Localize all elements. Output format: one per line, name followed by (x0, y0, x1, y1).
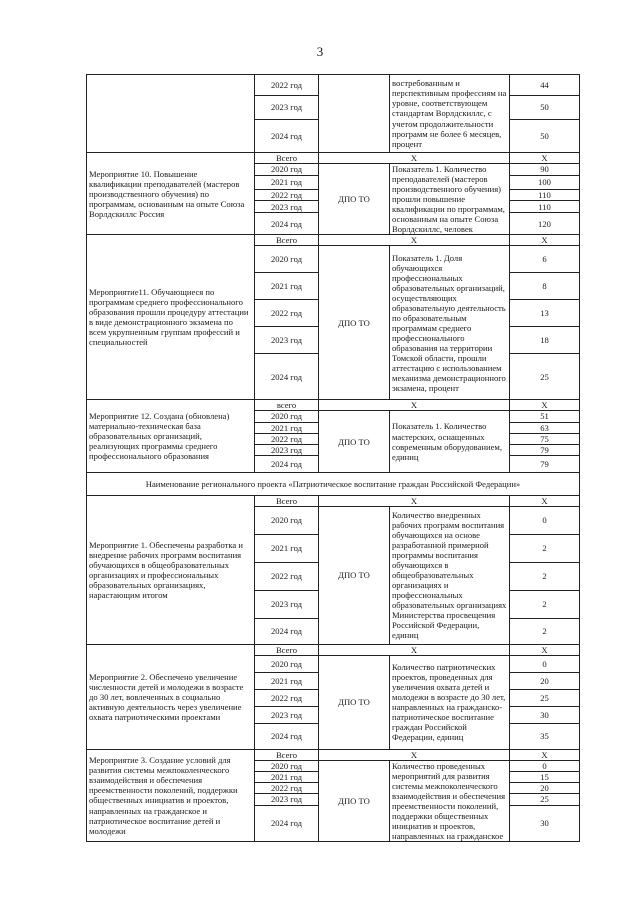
value-cell: 0 (510, 760, 580, 771)
year-cell: 2022 год (255, 75, 319, 96)
year-cell: 2020 год (255, 506, 319, 534)
year-cell: 2023 год (255, 327, 319, 354)
year-cell: 2022 год (255, 189, 319, 201)
source-cell: ДПО ТО (319, 760, 390, 841)
value-cell: 25 (510, 354, 580, 400)
value-cell: 50 (510, 96, 580, 120)
year-cell: 2022 год (255, 689, 319, 706)
value-cell: 13 (510, 300, 580, 327)
table-row (87, 75, 580, 96)
value-cell: 2 (510, 618, 580, 644)
table-row (87, 749, 580, 760)
year-cell: 2023 год (255, 590, 319, 618)
indicator-cell: Количество проведенных мероприятий для развития системы межпоколенческого взаимодействия и обеспечения преемственности поколений, поддержки общественных инициатив и проектов, направленных на гражданское (390, 760, 510, 841)
year-cell: 2022 год (255, 300, 319, 327)
value-cell: 75 (510, 433, 580, 444)
source-cell: ДПО ТО (319, 246, 390, 400)
value-cell: 20 (510, 783, 580, 794)
year-cell: 2024 год (255, 354, 319, 400)
value-cell: 50 (510, 120, 580, 153)
event-group-2 (87, 495, 580, 842)
year-cell: 2024 год (255, 723, 319, 749)
value-cell: 100 (510, 175, 580, 189)
event-cell: Мероприятие 2. Обеспечено увеличение численности детей и молодежи в возрасте до 30 лет, вовлеченных в социально активную деятельность через увеличение охвата патриотическими проектами (87, 644, 255, 749)
value-cell: 20 (510, 672, 580, 689)
year-cell: 2023 год (255, 444, 319, 455)
year-cell: 2021 год (255, 672, 319, 689)
year-cell: 2023 год (255, 794, 319, 805)
indicator-x-cell: Х (319, 153, 510, 164)
year-cell: 2021 год (255, 422, 319, 433)
year-cell: 2021 год (255, 772, 319, 783)
year-cell: Всего (255, 644, 319, 655)
value-cell: Х (510, 644, 580, 655)
year-cell: 2023 год (255, 706, 319, 723)
indicator-cell: Показатель 1. Количество преподавателей (мастеров производственного обучения) прошли повышение квалификации по программам, основанным на опыте Союза Ворлдскиллс, человек (390, 164, 510, 235)
year-cell: 2022 год (255, 783, 319, 794)
program-events-table (86, 74, 580, 842)
value-cell: 0 (510, 655, 580, 672)
year-cell: Всего (255, 235, 319, 246)
value-cell: 51 (510, 411, 580, 422)
value-cell: 110 (510, 189, 580, 201)
year-cell: 2024 год (255, 213, 319, 235)
value-cell: 6 (510, 246, 580, 273)
year-cell: 2021 год (255, 175, 319, 189)
value-cell: 25 (510, 689, 580, 706)
year-cell: Всего (255, 153, 319, 164)
value-cell: 79 (510, 444, 580, 455)
year-cell: 2020 год (255, 246, 319, 273)
event-cell: Мероприятие 12. Создана (обновлена) материально-техническая база образовательных организаций, реализующих программы среднего профессионального образования (87, 400, 255, 472)
year-cell: 2023 год (255, 201, 319, 213)
year-cell: 2024 год (255, 805, 319, 842)
value-cell: Х (510, 153, 580, 164)
event-cell (87, 75, 255, 153)
event-cell: Мероприятие 10. Повышение квалификации преподавателей (мастеров производственного обучения) по программам, основанным на опыте Союза Ворлдскиллс Россия (87, 153, 255, 235)
value-cell: 120 (510, 213, 580, 235)
indicator-x-cell: Х (319, 400, 510, 411)
value-cell: 25 (510, 794, 580, 805)
value-cell: Х (510, 495, 580, 506)
event-cell: Мероприятие11. Обучающиеся по программам среднего профессионального образования прошли процедуру аттестации в виде демонстрационного экзамена по всем укрупненным группам профессий и специальностей (87, 235, 255, 400)
year-cell: 2024 год (255, 455, 319, 472)
indicator-x-cell: Х (319, 495, 510, 506)
year-cell: 2021 год (255, 273, 319, 300)
table-row (87, 644, 580, 655)
regional-project-heading: Наименование регионального проекта «Патриотическое воспитание граждан Российской Федерации» (87, 472, 580, 495)
year-cell: 2022 год (255, 562, 319, 590)
year-cell: 2024 год (255, 618, 319, 644)
year-cell: 2023 год (255, 96, 319, 120)
table-row (87, 400, 580, 411)
indicator-cell: Показатель 1. Доля обучающихся профессиональных образовательных организаций, осуществляющих образовательную деятельность по образовательным программам среднего профессионального образования на территории Томской области, прошли аттестацию с использованием механизма демонстрационного экзамена, процент (390, 246, 510, 400)
year-cell: 2020 год (255, 164, 319, 176)
year-cell: Всего (255, 495, 319, 506)
year-cell: 2020 год (255, 655, 319, 672)
value-cell: 30 (510, 706, 580, 723)
value-cell: 0 (510, 506, 580, 534)
table-row (87, 495, 580, 506)
value-cell: 44 (510, 75, 580, 96)
indicator-cell: Показатель 1. Количество мастерских, оснащенных современным оборудованием, единиц (390, 411, 510, 472)
source-cell: ДПО ТО (319, 655, 390, 749)
indicator-cell: Количество патриотических проектов, проведенных для увеличения охвата детей и молодежи в возрасте до 30 лет, направленных на гражданско-патриотическое воспитание граждан Российской Федерации, единиц (390, 655, 510, 749)
value-cell: Х (510, 235, 580, 246)
value-cell: 35 (510, 723, 580, 749)
value-cell: 110 (510, 201, 580, 213)
value-cell: 8 (510, 273, 580, 300)
value-cell: 90 (510, 164, 580, 176)
value-cell: Х (510, 749, 580, 760)
table-row (87, 235, 580, 246)
value-cell: 2 (510, 590, 580, 618)
source-cell: ДПО ТО (319, 164, 390, 235)
table-row (87, 153, 580, 164)
value-cell: 30 (510, 805, 580, 842)
value-cell: 18 (510, 327, 580, 354)
indicator-cell: Количество внедренных рабочих программ воспитания обучающихся на основе разработанной примерной программы воспитания обучающихся в общеобразовательных организациях и профессиональных образовательных организациях Министерства просвещения Российской Федерации, единиц (390, 506, 510, 644)
value-cell: 63 (510, 422, 580, 433)
year-cell: 2021 год (255, 534, 319, 562)
source-cell: ДПО ТО (319, 411, 390, 472)
indicator-x-cell: Х (319, 235, 510, 246)
value-cell: 79 (510, 455, 580, 472)
value-cell: 2 (510, 562, 580, 590)
year-cell: Всего (255, 749, 319, 760)
indicator-x-cell: Х (319, 644, 510, 655)
value-cell: Х (510, 400, 580, 411)
year-cell: 2020 год (255, 411, 319, 422)
indicator-cell: востребованным и перспективным профессиям на уровне, соответствующем стандартам Ворлдскиллс, с учетом продолжительности программ не более 6 месяцев, процент (390, 75, 510, 153)
year-cell: 2020 год (255, 760, 319, 771)
event-group-1 (87, 153, 580, 473)
source-cell (319, 75, 390, 153)
regional-project-heading-row (87, 472, 580, 495)
value-cell: 15 (510, 772, 580, 783)
year-cell: 2022 год (255, 433, 319, 444)
event-cell: Мероприятие 1. Обеспечены разработка и внедрение рабочих программ воспитания обучающихся в общеобразовательных организациях и профессиональных образовательных организациях, нарастающим итогом (87, 495, 255, 644)
value-cell: 2 (510, 534, 580, 562)
year-cell: всего (255, 400, 319, 411)
page-number: 3 (316, 44, 324, 59)
event-cell: Мероприятие 3. Создание условий для развития системы межпоколенческого взаимодействия и обеспечения преемственности поколений, поддержки общественных инициатив и проектов, направленных на гражданское и патриотическое воспитание детей и молодежи (87, 749, 255, 841)
indicator-x-cell: Х (319, 749, 510, 760)
year-cell: 2024 год (255, 120, 319, 153)
source-cell: ДПО ТО (319, 506, 390, 644)
